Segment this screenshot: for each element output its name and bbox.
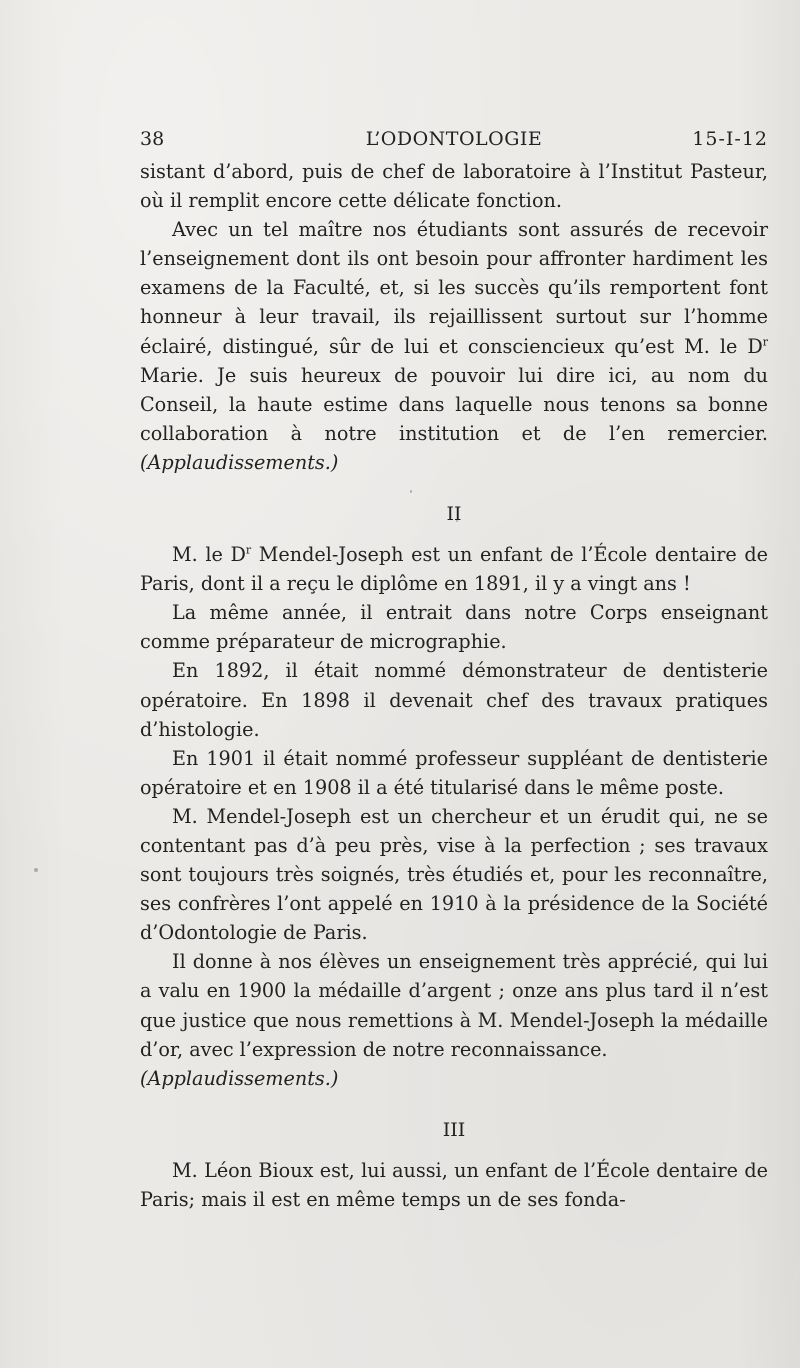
paper-speck [456, 520, 458, 522]
paragraph: La même année, il entrait dans notre Corps enseignant comme préparateur de micrographie. [140, 601, 768, 654]
applause-note: (Applaudissements.) [140, 1066, 339, 1090]
superscript: r [245, 543, 252, 557]
section-heading: III [442, 1118, 466, 1141]
paragraph [140, 1064, 768, 1093]
running-title: L’ODONTOLOGIE [365, 128, 543, 150]
paragraph: En 1901 il était nommé professeur suppléant de dentisterie opératoire et en 1908 il a été titularisé dans le même poste. [140, 746, 768, 799]
paragraph: M. Léon Bioux est, lui aussi, un enfant de l’École dentaire de Paris; mais il est en même temps un de ses fonda- [140, 1158, 768, 1211]
applause-note: (Applaudissements.) [140, 450, 339, 474]
paragraph-text: Mendel-Joseph est un enfant de l’École dentaire de Paris, dont il a reçu le diplôme en 1891, il y a vingt ans ! [140, 543, 768, 596]
paragraph [140, 215, 768, 477]
paragraph-text: Avec un tel maître nos étudiants sont assurés de recevoir l’enseignement dont ils ont besoin pour affronter hardiment les examens de la Faculté, et, si les succès qu’ils remportent font honneur à leur travail, ils rejaillissent surtout sur l’homme éclairé, distingué, sûr de lui et consciencieux qu’est M. le D [140, 218, 768, 358]
running-header [140, 125, 768, 153]
section-heading: II [446, 503, 462, 526]
issue-date: 15-I-12 [692, 128, 768, 150]
paragraph: Il donne à nos élèves un enseignement très apprécié, qui lui a valu en 1900 la médaille d’argent ; onze ans plus tard il n’est que justice que nous remettions à M. Mendel-Joseph la médaille d’or, avec l’expression de notre reconnaissance. [140, 950, 768, 1061]
paragraph [140, 540, 768, 598]
paper-speck [410, 490, 412, 493]
page-number: 38 [140, 128, 165, 150]
paragraph: sistant d’abord, puis de chef de laboratoire à l’Institut Pasteur, où il remplit encore cette délicate fonction. [140, 160, 768, 213]
superscript: r [762, 335, 768, 349]
paragraph: M. Mendel-Joseph est un chercheur et un érudit qui, ne se contentant pas d’à peu près, vise à la perfection ; ses travaux sont toujours très soignés, très étudiés et, pour les reconnaître, ses confrères l’ont appelé en 1910 à la présidence de la Société d’Odontologie de Paris. [140, 804, 768, 945]
page-body [140, 157, 768, 1214]
paragraph: En 1892, il était nommé démonstrateur de dentisterie opératoire. En 1898 il devenait chef des travaux pratiques d’histologie. [140, 659, 768, 741]
paragraph-text: M. le D [172, 543, 246, 567]
paragraph-text: Marie. Je suis heureux de pouvoir lui dire ici, au nom du Conseil, la haute estime dans laquelle nous tenons sa bonne collaboration à notre institution et de l’en remercier. [140, 363, 768, 445]
paper-speck [34, 868, 38, 872]
